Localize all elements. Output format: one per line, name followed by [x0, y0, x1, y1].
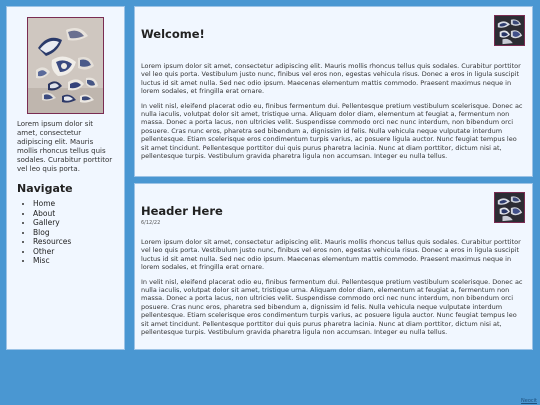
nav-item-about	[33, 209, 114, 219]
nav-item-gallery	[33, 218, 114, 228]
nav-link-gallery[interactable]: Gallery	[33, 218, 60, 227]
site-attribution-link[interactable]: Neocit	[521, 398, 537, 404]
nav-link-about[interactable]: About	[33, 208, 56, 218]
nav-list	[17, 199, 114, 266]
ceramic-shells-photo	[27, 17, 104, 114]
nav-item-resources	[33, 237, 114, 247]
nav-item-misc	[33, 256, 114, 266]
post-welcome	[134, 6, 533, 177]
nav-title: Navigate	[17, 182, 73, 195]
nav-link-misc[interactable]: Misc	[33, 256, 50, 265]
nav-link-other[interactable]: Other	[33, 246, 55, 256]
post-paragraph: In velit nisl, eleifend placerat odio eu, finibus fermentum dui. Pellentesque pretium vestibulum scelerisque. Donec ac nulla iaculis, volutpat dolor sit amet, tristique urna. Aliquam dolor diam, elementum at feugiat a, fermentum non massa. Donec a porta lacus, non ultricies velit. Suspendisse commodo orci nec nunc interdum, non bibendum orci posuere. Cras nunc eros, pharetra sed bibendum a, dignissim id felis. Nulla vehicula neque vulputate interdum pellentesque. Etiam scelerisque eros condimentum turpis varius, ac posuere ligula auctor. Nunc feugiat tempus leo sit amet tincidunt. Pellentesque porttitor dui quis purus pharetra lacinia. Nunc at diam porttitor, dictum nisi at, pellentesque turpis. Vestibulum gravida pharetra ligula non accumsan. Integer eu nulla tellus.	[141, 277, 523, 337]
post-paragraph: Lorem ipsum dolor sit amet, consectetur adipiscing elit. Mauris mollis rhoncus tellus quis sodales. Curabitur porttitor vel leo quis porta. Vestibulum justo nunc, finibus vel eros non, egestas vehicula risus. Donec a eros in ligula suscipit luctus id sit amet nulla. Sed nec odio ipsum. Maecenas elementum mattis commodo. Praesent maximus neque in lorem sodales, et fringilla erat ornare.	[141, 238, 521, 272]
post-title: Header Here	[141, 204, 223, 218]
ceramic-pieces-thumbnail	[494, 192, 525, 223]
post-date: 6/12/22	[141, 220, 161, 226]
post-paragraph: In velit nisl, eleifend placerat odio eu, finibus fermentum dui. Pellentesque pretium vestibulum scelerisque. Donec ac nulla iaculis, volutpat dolor sit amet, tristique urna. Aliquam dolor diam, elementum at feugiat a, fermentum non massa. Donec a porta lacus, non ultricies velit. Suspendisse commodo orci nec nunc interdum, non bibendum orci posuere. Cras nunc eros, pharetra sed bibendum a, dignissim id felis. Nulla vehicula neque vulputate interdum pellentesque. Etiam scelerisque eros condimentum turpis varius, ac posuere ligula auctor. Nunc feugiat tempus leo sit amet tincidunt. Pellentesque porttitor dui quis purus pharetra lacinia. Nunc at diam porttitor, dictum nisi at, pellentesque turpis. Vestibulum gravida pharetra ligula non accumsan. Integer eu nulla tellus.	[141, 101, 523, 161]
nav-link-blog[interactable]: Blog	[33, 227, 50, 237]
post-header-here	[134, 183, 533, 350]
nav-link-home[interactable]: Home	[33, 199, 56, 208]
ceramic-pieces-thumbnail	[494, 15, 525, 46]
sidebar-intro-text: Lorem ipsum dolor sit amet, consectetur adipiscing elit. Mauris mollis rhoncus tellus quis sodales. Curabitur porttitor vel leo quis porta.	[17, 120, 113, 173]
post-title: Welcome!	[141, 27, 205, 41]
post-paragraph: Lorem ipsum dolor sit amet, consectetur adipiscing elit. Mauris mollis rhoncus tellus quis sodales. Curabitur porttitor vel leo quis porta. Vestibulum justo nunc, finibus vel eros non, egestas vehicula risus. Donec a eros in ligula suscipit luctus id sit amet nulla. Sed nec odio ipsum. Maecenas elementum mattis commodo. Praesent maximus neque in lorem sodales, et fringilla erat ornare.	[141, 62, 521, 96]
nav-item-blog	[33, 228, 114, 238]
nav-item-home	[33, 199, 114, 209]
sidebar	[6, 6, 125, 350]
nav-link-resources[interactable]: Resources	[33, 237, 72, 246]
nav-item-other	[33, 247, 114, 257]
